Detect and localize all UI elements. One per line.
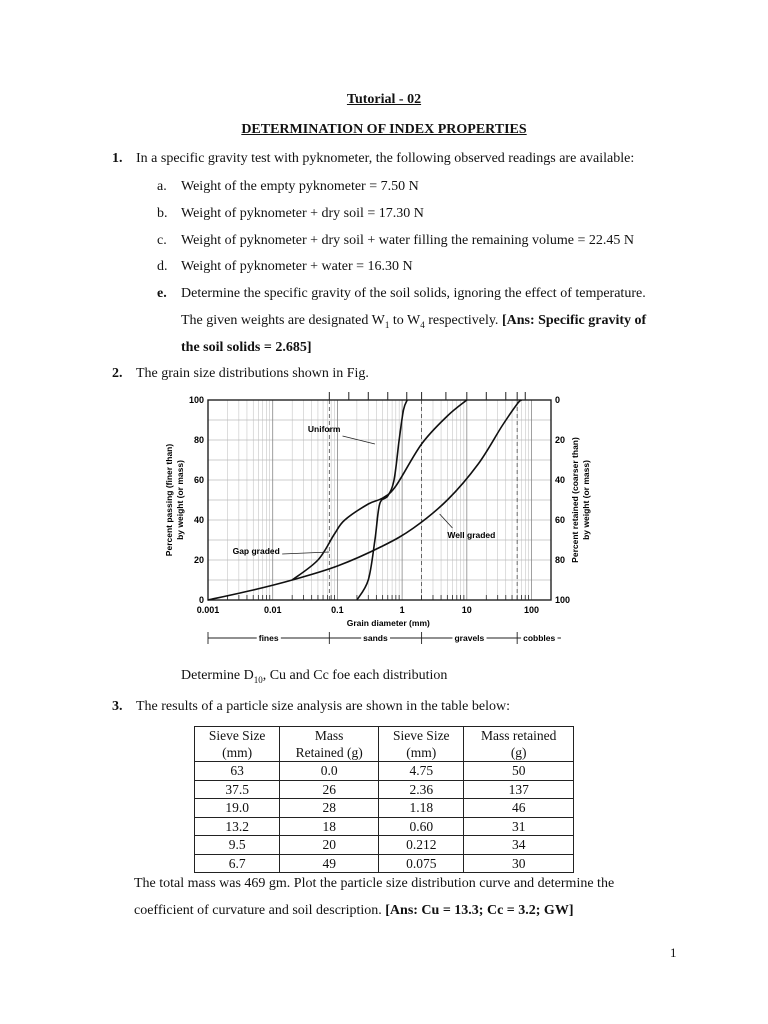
q1-item-b-text: Weight of pyknometer + dry soil = 17.30 N [181,206,424,221]
question-1-intro: In a specific gravity test with pyknometer, the following observed readings are available: [136,151,635,166]
y-tick-label-right: 60 [555,515,566,525]
y-tick-label-right: 20 [555,435,566,445]
sieve-table [194,726,574,873]
x-tick-label: 0.001 [196,605,220,615]
q1-item-e-label: e. [157,286,167,301]
y-tick-label-left: 100 [188,395,204,405]
q1-item-a-label: a. [157,179,167,194]
question-1-number: 1. [112,151,123,166]
question-3-after-line2: coefficient of curvature and soil description. [Ans: Cu = 13.3; Cc = 3.2; GW] [134,903,574,918]
annotation-label-well-graded: Well graded [447,530,496,540]
chart-ticks [227,392,551,600]
q1-item-d-text: Weight of pyknometer + water = 16.30 N [181,259,413,274]
x-tick-label: 10 [461,605,472,615]
x-axis-label: Grain diameter (mm) [346,618,430,628]
zone-label: sands [363,633,388,643]
q1-item-a-text: Weight of the empty pyknometer = 7.50 N [181,179,419,194]
table-row: 19.0 28 1.18 46 [195,799,574,818]
annotation-leader-line [440,514,453,528]
table-header-cell: Sieve Size (mm) [195,727,280,762]
page-number: 1 [670,945,677,960]
table-row: 63 0.0 4.75 50 [195,762,574,781]
y-tick-label-left: 80 [193,435,204,445]
table-header-cell: Sieve Size (mm) [379,727,464,762]
y-tick-label-left: 0 [198,595,204,605]
q1-item-c-text: Weight of pyknometer + dry soil + water filling the remaining volume = 22.45 N [181,233,634,248]
q3-answer: [Ans: Cu = 13.3; Cc = 3.2; GW] [385,903,574,918]
y-tick-label-left: 60 [193,475,204,485]
annotation-label-gap-graded: Gap graded [232,546,280,556]
page-title: DETERMINATION OF INDEX PROPERTIES [241,122,527,137]
y-tick-label-left: 20 [193,555,204,565]
x-tick-label: 100 [524,605,540,615]
x-tick-label: 0.01 [263,605,282,615]
q1-item-e-line2: The given weights are designated $W_1$ to $W_4$ respectively. [Ans: Specific gravity of [181,313,647,330]
table-header-row [195,727,574,762]
y-axis-label-left: Percent passing (finer than)by weight (or mass) [164,443,185,557]
y-tick-label-right: 0 [555,395,561,405]
question-2-instruction: Determine $D_{10}$, Cu and Cc foe each distribution [181,668,448,685]
table-row: 37.5 26 2.36 137 [195,780,574,799]
y-tick-label-right: 80 [555,555,566,565]
x-tick-label: 1 [399,605,405,615]
question-3-after-line1: The total mass was 469 gm. Plot the particle size distribution curve and determine the [134,876,615,891]
table-header-cell: Mass retained (g) [464,727,574,762]
q1-answer-part2: the soil solids = 2.685] [181,340,312,355]
q1-item-e-text: Determine the specific gravity of the soil solids, ignoring the effect of temperature. [181,286,646,301]
table-row: 9.5 20 0.212 34 [195,836,574,855]
annotation-label-uniform: Uniform [307,424,341,434]
x-tick-label: 0.1 [331,605,344,615]
y-tick-label-right: 100 [555,595,571,605]
zone-label: fines [258,633,279,643]
question-3-text: The results of a particle size analysis are shown in the table below: [136,699,510,714]
question-2-text: The grain size distributions shown in Fig. [136,366,369,381]
q1-answer-part1: [Ans: Specific gravity of [501,313,647,328]
table-header-cell: Mass Retained (g) [280,727,379,762]
q1-item-d-label: d. [157,259,168,274]
y-axis-label-right: Percent retained (coarser than)by weight (or mass) [570,437,591,563]
grain-size-chart [155,390,600,655]
zone-label: cobbles [523,633,556,643]
q1-item-c-label: c. [157,233,167,248]
table-row: 13.2 18 0.60 31 [195,817,574,836]
question-2-number: 2. [112,366,123,381]
tutorial-heading: Tutorial - 02 [346,92,422,107]
y-tick-label-left: 40 [193,515,204,525]
table-row: 6.7 49 0.075 30 [195,854,574,873]
y-tick-label-right: 40 [555,475,566,485]
question-3-number: 3. [112,699,123,714]
zone-label: gravels [454,633,485,643]
q1-item-b-label: b. [157,206,168,221]
